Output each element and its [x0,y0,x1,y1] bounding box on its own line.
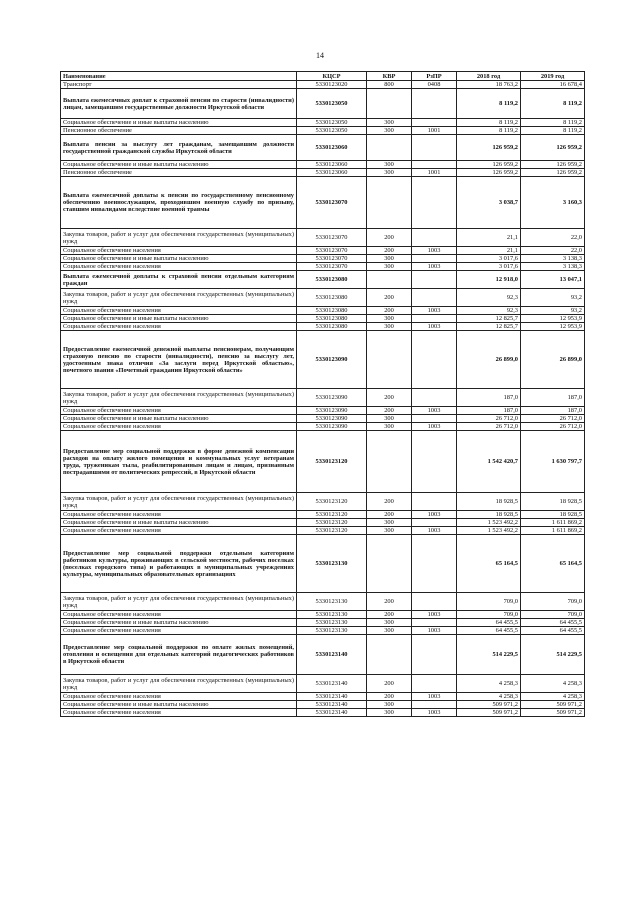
table-row [61,89,585,119]
cell-rzpr: 1003 [412,627,457,635]
table-row [61,593,585,611]
cell-name: Социальное обеспечение населения [61,423,297,431]
cell-2019: 4 258,3 [521,693,585,701]
cell-rzpr [412,331,457,389]
cell-kvr [367,535,412,593]
cell-rzpr [412,535,457,593]
cell-kcsr: 5330123140 [297,701,367,709]
table-body [61,81,585,717]
cell-2018: 4 258,3 [457,675,521,693]
cell-rzpr [412,255,457,263]
table-header-row [61,72,585,81]
table-row [61,169,585,177]
cell-kvr: 800 [367,81,412,89]
cell-kcsr: 5330123050 [297,119,367,127]
cell-kvr [367,431,412,493]
cell-kvr: 200 [367,247,412,255]
cell-2019: 514 229,5 [521,635,585,675]
cell-kvr: 200 [367,229,412,247]
table-row [61,635,585,675]
page-number: 14 [316,51,324,60]
cell-rzpr [412,675,457,693]
cell-2019: 13 047,1 [521,271,585,289]
cell-2019: 93,2 [521,307,585,315]
cell-name: Социальное обеспечение и иные выплаты населению [61,519,297,527]
cell-name: Выплата ежемесячной доплаты к страховой пенсии отдельным категориям граждан [61,271,297,289]
cell-name: Социальное обеспечение населения [61,263,297,271]
header-year-2018: 2018 год [457,72,521,81]
cell-rzpr: 1003 [412,709,457,717]
cell-name: Пенсионное обеспечение [61,169,297,177]
cell-2019: 8 119,2 [521,127,585,135]
cell-name: Закупка товаров, работ и услуг для обеспечения государственных (муниципальных) нужд [61,289,297,307]
cell-name: Социальное обеспечение населения [61,407,297,415]
table-row [61,271,585,289]
cell-2018: 64 455,5 [457,627,521,635]
cell-rzpr [412,431,457,493]
cell-name: Выплата ежемесячных доплат к страховой пенсии по старости (инвалидности) лицам, замещавшим государственные должности Иркутской области [61,89,297,119]
cell-name: Социальное обеспечение и иные выплаты населению [61,619,297,627]
cell-kvr: 300 [367,161,412,169]
cell-2019: 65 164,5 [521,535,585,593]
cell-kvr: 200 [367,693,412,701]
cell-name: Социальное обеспечение и иные выплаты населению [61,255,297,263]
cell-rzpr [412,177,457,229]
table-row [61,289,585,307]
cell-kcsr: 5330123140 [297,693,367,701]
cell-2018: 514 229,5 [457,635,521,675]
cell-kvr [367,135,412,161]
cell-2019: 22,0 [521,247,585,255]
cell-name: Предоставление мер социальной поддержки отдельным категориям работников культуры, проживающих в сельской местности, рабочих поселках (поселках городского типа) и работающих в муниципальных учреждениях культуры, муниципальных образовательных организациях [61,535,297,593]
cell-rzpr [412,289,457,307]
cell-2019: 64 455,5 [521,627,585,635]
cell-kvr: 300 [367,415,412,423]
cell-name: Закупка товаров, работ и услуг для обеспечения государственных (муниципальных) нужд [61,493,297,511]
cell-2019: 187,0 [521,389,585,407]
cell-kcsr: 5330123140 [297,635,367,675]
table-row [61,611,585,619]
cell-kcsr: 5330123120 [297,493,367,511]
cell-rzpr: 1003 [412,511,457,519]
cell-2019: 26 712,0 [521,423,585,431]
cell-2019: 8 119,2 [521,119,585,127]
cell-2019: 3 138,3 [521,263,585,271]
cell-kvr: 300 [367,255,412,263]
header-kcsr: КЦСР [297,72,367,81]
cell-rzpr: 1003 [412,407,457,415]
cell-kvr [367,331,412,389]
table-row [61,701,585,709]
cell-kvr: 200 [367,407,412,415]
cell-name: Выплата ежемесячной доплаты к пенсии по государственному пенсионному обеспечению военнослужащим, проходившим военную службу по призыву, ставшим инвалидами вследствие военной травмы [61,177,297,229]
table-row [61,535,585,593]
cell-kcsr: 5330123090 [297,331,367,389]
cell-kvr: 300 [367,627,412,635]
cell-2018: 18 763,2 [457,81,521,89]
cell-rzpr [412,135,457,161]
cell-kcsr: 5330123120 [297,511,367,519]
table-row [61,415,585,423]
cell-kvr: 300 [367,701,412,709]
cell-kcsr: 5330123080 [297,315,367,323]
cell-kcsr: 5330123060 [297,169,367,177]
cell-2019: 1 611 869,2 [521,519,585,527]
cell-kvr: 300 [367,169,412,177]
cell-name: Социальное обеспечение и иные выплаты населению [61,161,297,169]
cell-2018: 1 523 492,2 [457,519,521,527]
cell-2018: 4 258,3 [457,693,521,701]
budget-table [60,71,585,717]
cell-name: Предоставление мер социальной поддержки в форме денежной компенсации расходов на оплату жилого помещения и коммунальных услуг ветеранам труда, труженикам тыла, реабилитированным лицам и лицам, признанным пострадавшими от политических репрессий, в Иркутской области [61,431,297,493]
table-row [61,675,585,693]
cell-name: Социальное обеспечение населения [61,323,297,331]
cell-kcsr: 5330123050 [297,89,367,119]
cell-name: Социальное обеспечение населения [61,709,297,717]
cell-kvr: 300 [367,127,412,135]
cell-2019: 26 899,0 [521,331,585,389]
cell-2019: 22,0 [521,229,585,247]
cell-kcsr: 5330123070 [297,255,367,263]
cell-rzpr [412,701,457,709]
cell-2018: 12 825,7 [457,315,521,323]
cell-rzpr [412,89,457,119]
cell-rzpr [412,271,457,289]
cell-name: Социальное обеспечение населения [61,693,297,701]
table-row [61,519,585,527]
table-row [61,263,585,271]
cell-kcsr: 5330123020 [297,81,367,89]
cell-kvr [367,635,412,675]
cell-name: Социальное обеспечение населения [61,247,297,255]
cell-kcsr: 5330123080 [297,323,367,331]
table-row [61,135,585,161]
cell-name: Транспорт [61,81,297,89]
cell-kcsr: 5330123060 [297,135,367,161]
cell-2018: 18 928,5 [457,511,521,519]
table-row [61,229,585,247]
table-row [61,511,585,519]
table-row [61,315,585,323]
header-year-2019: 2019 год [521,72,585,81]
cell-name: Закупка товаров, работ и услуг для обеспечения государственных (муниципальных) нужд [61,389,297,407]
cell-rzpr [412,389,457,407]
table-row [61,307,585,315]
cell-kcsr: 5330123050 [297,127,367,135]
cell-kvr: 200 [367,611,412,619]
cell-2018: 509 971,2 [457,709,521,717]
cell-kvr: 300 [367,527,412,535]
cell-kvr: 300 [367,519,412,527]
cell-kvr: 300 [367,315,412,323]
cell-kcsr: 5330123060 [297,161,367,169]
cell-rzpr [412,119,457,127]
cell-2019: 709,0 [521,611,585,619]
cell-2019: 3 138,3 [521,255,585,263]
cell-name: Предоставление ежемесячной денежной выплаты пенсионерам, получающим страховую пенсию по старости (инвалидности), пенсию за выслугу лет, удостоенным знака отличия «За заслуги перед Иркутской областью», почетного звания «Почетный гражданин Иркутской области» [61,331,297,389]
cell-rzpr [412,593,457,611]
cell-rzpr: 1001 [412,127,457,135]
cell-kcsr: 5330123090 [297,389,367,407]
cell-rzpr: 1003 [412,423,457,431]
cell-kvr: 200 [367,511,412,519]
cell-2019: 187,0 [521,407,585,415]
cell-kvr: 300 [367,263,412,271]
table-row [61,619,585,627]
cell-rzpr: 1003 [412,527,457,535]
cell-2018: 26 712,0 [457,415,521,423]
table-row [61,493,585,511]
table-row [61,423,585,431]
cell-2018: 3 017,6 [457,255,521,263]
cell-name: Социальное обеспечение и иные выплаты населению [61,119,297,127]
cell-kvr: 200 [367,593,412,611]
cell-2018: 92,3 [457,307,521,315]
table-row [61,627,585,635]
cell-2018: 26 899,0 [457,331,521,389]
cell-kvr: 300 [367,709,412,717]
cell-rzpr: 1003 [412,693,457,701]
cell-kcsr: 5330123070 [297,229,367,247]
cell-2019: 93,2 [521,289,585,307]
cell-2018: 21,1 [457,247,521,255]
cell-2019: 18 928,5 [521,493,585,511]
cell-2019: 126 959,2 [521,161,585,169]
cell-kcsr: 5330123130 [297,627,367,635]
cell-2018: 8 119,2 [457,119,521,127]
cell-kvr: 200 [367,389,412,407]
cell-2019: 3 160,3 [521,177,585,229]
cell-rzpr: 1003 [412,307,457,315]
cell-2018: 21,1 [457,229,521,247]
table-row [61,119,585,127]
cell-kcsr: 5330123130 [297,535,367,593]
cell-2018: 8 119,2 [457,127,521,135]
cell-2018: 3 038,7 [457,177,521,229]
cell-kvr: 200 [367,307,412,315]
cell-name: Социальное обеспечение населения [61,511,297,519]
cell-kcsr: 5330123140 [297,675,367,693]
cell-kcsr: 5330123120 [297,519,367,527]
cell-2019: 509 971,2 [521,709,585,717]
cell-kcsr: 5330123120 [297,431,367,493]
table-row [61,323,585,331]
cell-2018: 126 959,2 [457,161,521,169]
cell-2019: 12 953,9 [521,315,585,323]
cell-kcsr: 5330123130 [297,619,367,627]
cell-name: Пенсионное обеспечение [61,127,297,135]
cell-rzpr [412,519,457,527]
cell-kcsr: 5330123130 [297,593,367,611]
cell-kvr [367,89,412,119]
cell-rzpr [412,635,457,675]
cell-kvr: 300 [367,119,412,127]
cell-2019: 509 971,2 [521,701,585,709]
cell-kcsr: 5330123070 [297,177,367,229]
cell-name: Социальное обеспечение и иные выплаты населению [61,415,297,423]
cell-kcsr: 5330123090 [297,407,367,415]
cell-rzpr [412,619,457,627]
cell-2018: 12 918,0 [457,271,521,289]
cell-kvr: 200 [367,493,412,511]
cell-2018: 65 164,5 [457,535,521,593]
cell-2018: 126 959,2 [457,135,521,161]
header-kvr: КВР [367,72,412,81]
cell-2018: 187,0 [457,389,521,407]
cell-2019: 8 119,2 [521,89,585,119]
cell-kcsr: 5330123140 [297,709,367,717]
table-row [61,709,585,717]
cell-name: Социальное обеспечение населения [61,611,297,619]
cell-rzpr [412,161,457,169]
cell-rzpr: 1003 [412,247,457,255]
cell-2018: 26 712,0 [457,423,521,431]
cell-2019: 1 611 869,2 [521,527,585,535]
cell-2018: 126 959,2 [457,169,521,177]
cell-2018: 8 119,2 [457,89,521,119]
cell-2019: 16 678,4 [521,81,585,89]
cell-name: Социальное обеспечение и иные выплаты населению [61,315,297,323]
cell-kcsr: 5330123070 [297,247,367,255]
cell-2019: 26 712,0 [521,415,585,423]
table-row [61,693,585,701]
cell-name: Социальное обеспечение населения [61,627,297,635]
cell-kvr: 200 [367,675,412,693]
cell-2018: 509 971,2 [457,701,521,709]
cell-2019: 18 928,5 [521,511,585,519]
cell-2018: 64 455,5 [457,619,521,627]
cell-2018: 1 542 420,7 [457,431,521,493]
cell-name: Социальное обеспечение населения [61,307,297,315]
table-row [61,389,585,407]
cell-name: Предоставление мер социальной поддержки по оплате жилых помещений, отопления и освещения для отдельных категорий педагогических работников в Иркутской области [61,635,297,675]
cell-2018: 92,3 [457,289,521,307]
cell-rzpr [412,315,457,323]
table-row [61,255,585,263]
cell-kvr [367,177,412,229]
table-row [61,407,585,415]
cell-kcsr: 5330123120 [297,527,367,535]
cell-kvr: 300 [367,423,412,431]
cell-rzpr: 1003 [412,611,457,619]
cell-2019: 126 959,2 [521,135,585,161]
cell-kvr: 300 [367,323,412,331]
table-row [61,177,585,229]
cell-name: Выплата пенсии за выслугу лет гражданам, замещавшим должности государственной гражданской службы Иркутской области [61,135,297,161]
cell-rzpr [412,493,457,511]
table-row [61,527,585,535]
header-name: Наименование [61,72,297,81]
cell-kvr: 300 [367,619,412,627]
cell-kcsr: 5330123090 [297,415,367,423]
cell-2018: 1 523 492,2 [457,527,521,535]
cell-2018: 709,0 [457,593,521,611]
table-row [61,161,585,169]
cell-name: Социальное обеспечение и иные выплаты населению [61,701,297,709]
cell-rzpr: 0408 [412,81,457,89]
cell-kcsr: 5330123070 [297,263,367,271]
cell-rzpr: 1001 [412,169,457,177]
cell-2018: 12 825,7 [457,323,521,331]
cell-kcsr: 5330123080 [297,271,367,289]
cell-2019: 12 953,9 [521,323,585,331]
cell-kvr: 200 [367,289,412,307]
cell-2018: 3 017,6 [457,263,521,271]
cell-kcsr: 5330123090 [297,423,367,431]
table-row [61,431,585,493]
table-row [61,331,585,389]
cell-name: Закупка товаров, работ и услуг для обеспечения государственных (муниципальных) нужд [61,593,297,611]
cell-2018: 187,0 [457,407,521,415]
cell-kcsr: 5330123080 [297,307,367,315]
cell-2019: 126 959,2 [521,169,585,177]
cell-name: Закупка товаров, работ и услуг для обеспечения государственных (муниципальных) нужд [61,229,297,247]
cell-name: Закупка товаров, работ и услуг для обеспечения государственных (муниципальных) нужд [61,675,297,693]
cell-2019: 64 455,5 [521,619,585,627]
table-row [61,127,585,135]
cell-2019: 709,0 [521,593,585,611]
cell-2018: 709,0 [457,611,521,619]
cell-kcsr: 5330123080 [297,289,367,307]
cell-rzpr: 1003 [412,263,457,271]
cell-rzpr: 1003 [412,323,457,331]
cell-kcsr: 5330123130 [297,611,367,619]
table-row [61,81,585,89]
cell-2019: 1 630 797,7 [521,431,585,493]
cell-2018: 18 928,5 [457,493,521,511]
header-rzpr: РзПР [412,72,457,81]
cell-name: Социальное обеспечение населения [61,527,297,535]
table-row [61,247,585,255]
cell-rzpr [412,229,457,247]
cell-rzpr [412,415,457,423]
cell-kvr [367,271,412,289]
cell-2019: 4 258,3 [521,675,585,693]
